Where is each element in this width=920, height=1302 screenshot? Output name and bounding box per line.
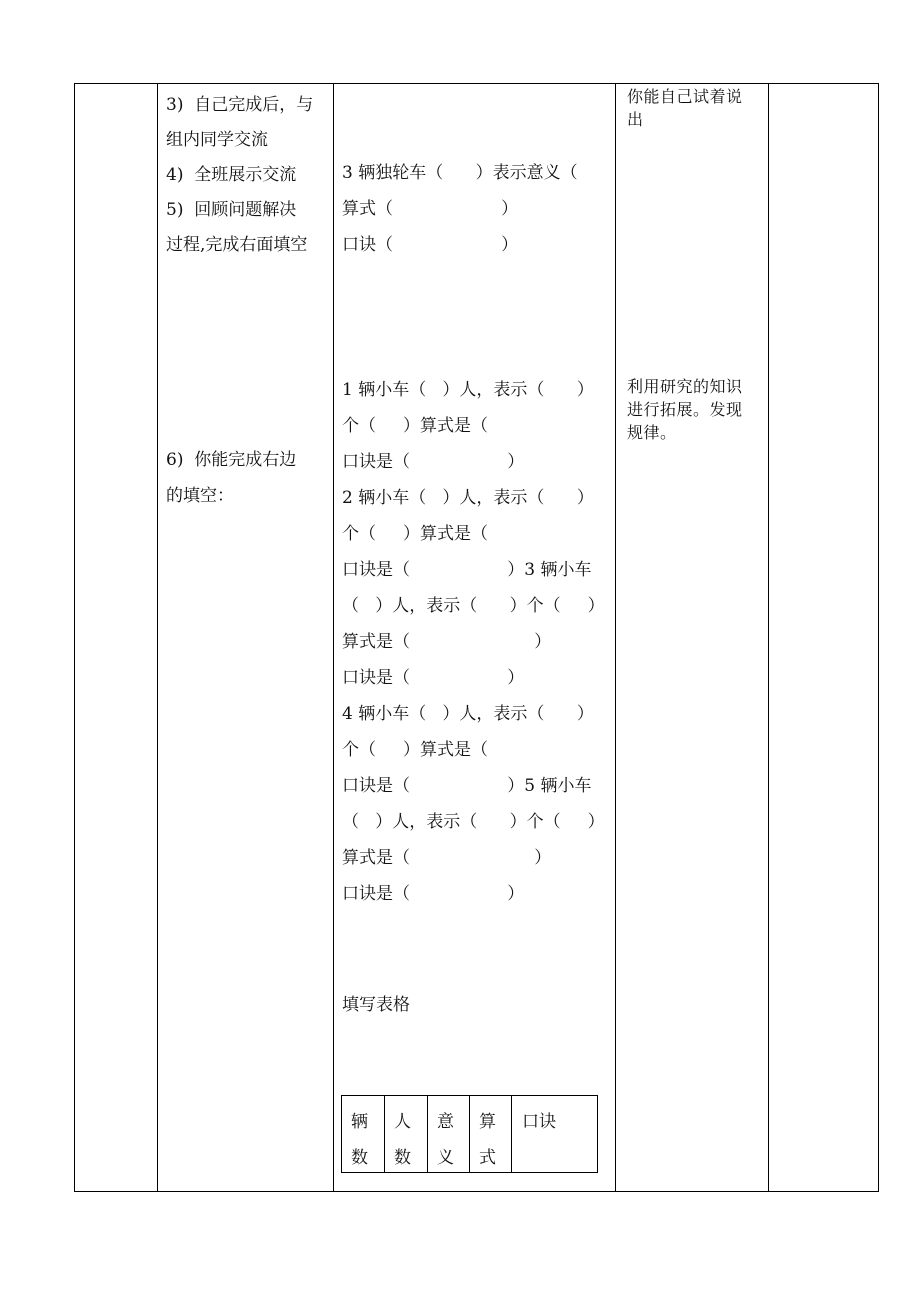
exercise-line: 口诀是（ ）3 辆小车 [342,560,592,580]
note-2-line-1: 利用研究的知识 [627,377,743,396]
exercise-line: 口诀是（ ） [342,668,525,688]
header-cell-vehicles: 辆 数 [351,1112,368,1168]
header-cell-rhyme: 口诀 [522,1112,556,1132]
exercise-line: （ ）人，表示（ ）个（ ） [342,596,605,616]
header-cell-formula: 算 式 [479,1112,496,1168]
exercise-line: 2 辆小车（ ）人，表示（ ） [342,488,594,508]
note-2-line-3: 规律。 [627,423,677,442]
note-1-line-2: 出 [627,110,644,129]
column-divider [157,83,158,1192]
unicycle-line-2: 算式（ ） [342,199,519,219]
unicycle-line-1: 3 辆独轮车（ ）表示意义（ [342,163,578,183]
column-divider [768,83,769,1192]
exercise-line: 1 辆小车（ ）人，表示（ ） [342,380,594,400]
exercise-line: 个（ ）算式是（ [342,524,489,544]
activity-step-3: 3) 自己完成后，与 [166,95,314,115]
activity-step-5: 5) 回顾问题解决 [166,200,297,220]
cell-divider [384,1096,385,1172]
header-cell-meaning: 意 义 [437,1112,454,1168]
exercise-column [334,84,615,1191]
exercise-line: 口诀是（ ） [342,884,525,904]
header-cell-people: 人 数 [394,1112,411,1168]
exercise-line: 个（ ）算式是（ [342,740,489,760]
column-divider [615,83,616,1192]
activity-step-6-cont: 的填空： [166,486,234,506]
exercise-line: 4 辆小车（ ）人，表示（ ） [342,704,594,724]
fill-in-table [341,1095,598,1173]
cell-divider [469,1096,470,1172]
activity-step-4: 4) 全班展示交流 [166,165,297,185]
exercise-line: 个（ ）算式是（ [342,416,489,436]
activity-step-6: 6) 你能完成右边 [166,450,297,470]
table-title: 填写表格 [342,995,410,1015]
exercise-line: （ ）人，表示（ ）个（ ） [342,812,605,832]
exercise-line: 算式是（ ） [342,632,552,652]
cell-divider [427,1096,428,1172]
exercise-line: 算式是（ ） [342,848,552,868]
note-1-line-1: 你能自己试着说 [627,87,743,106]
note-2-line-2: 进行拓展。发现 [627,400,743,419]
unicycle-line-3: 口诀（ ） [342,235,519,255]
activity-step-5-cont: 过程,完成右面填空 [166,235,308,255]
activity-step-3-cont: 组内同学交流 [166,130,268,150]
cell-divider [511,1096,512,1172]
exercise-line: 口诀是（ ）5 辆小车 [342,776,592,796]
exercise-line: 口诀是（ ） [342,452,525,472]
